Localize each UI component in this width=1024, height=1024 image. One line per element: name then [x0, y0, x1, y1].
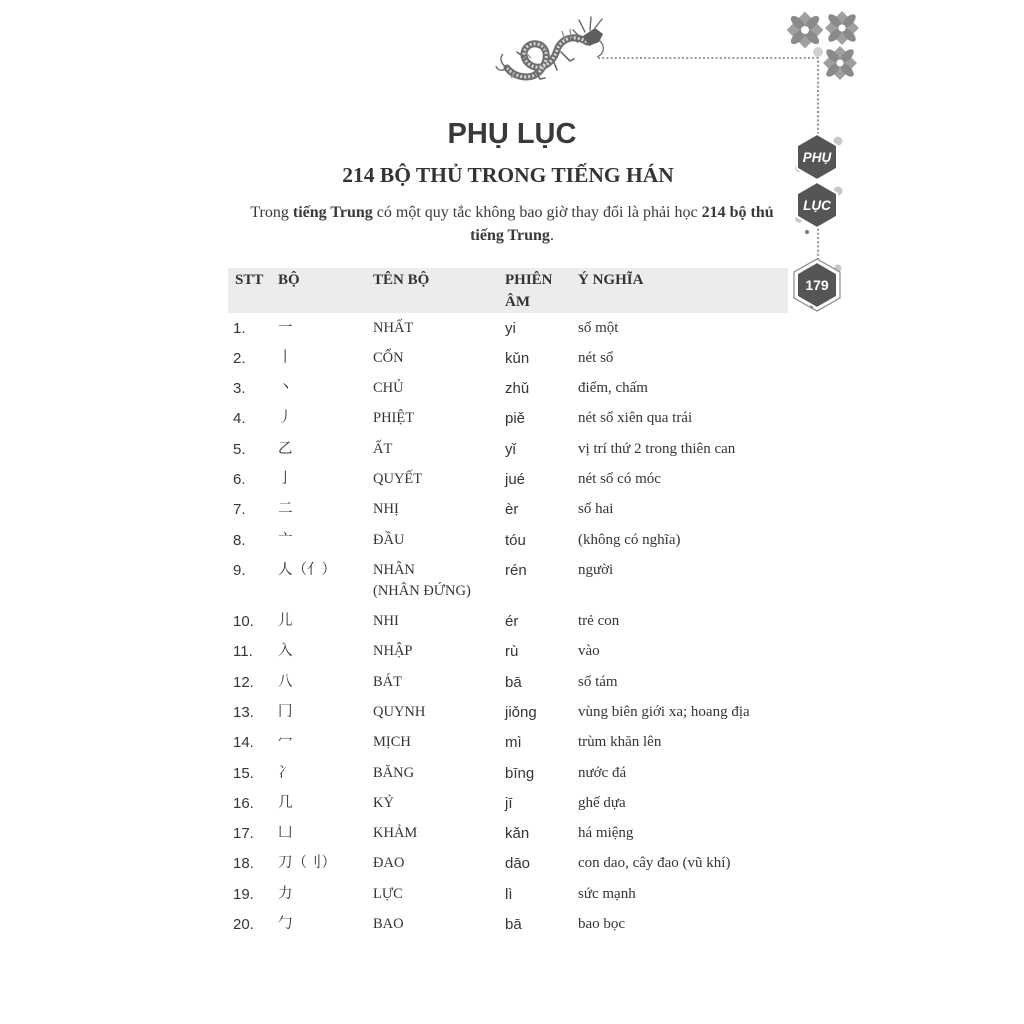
radical-name: NHẤT: [373, 319, 414, 336]
pinyin: zhǔ: [505, 380, 530, 398]
meaning: con dao, cây đao (vũ khí): [578, 855, 731, 872]
radical-character-cell: [278, 434, 373, 464]
table-row: [228, 667, 788, 697]
radical-character-cell: [278, 788, 373, 818]
radical-name: QUYẾT: [373, 471, 423, 488]
radical-name: NHỊ: [373, 501, 399, 518]
pinyin: rù: [505, 643, 519, 661]
radical-character: 儿: [278, 613, 293, 630]
radical-name-cell: [373, 464, 505, 494]
table-row: [228, 404, 788, 434]
row-number: 12.: [233, 673, 254, 691]
pinyin: piě: [505, 410, 526, 428]
table-row: [228, 909, 788, 939]
radical-name: NHI: [373, 613, 399, 630]
pinyin-cell: [505, 849, 578, 879]
radical-character: 人（亻）: [278, 561, 336, 578]
row-number: 1.: [233, 319, 246, 337]
tab-label-phu: PHỤ: [802, 150, 832, 165]
pinyin: yi: [505, 319, 516, 337]
radical-character: 入: [278, 643, 293, 660]
radical-name: KỶ: [373, 794, 394, 811]
radical-name-cell: [373, 758, 505, 788]
row-number: 18.: [233, 855, 254, 873]
meaning: bao bọc: [578, 915, 626, 932]
pinyin-cell: [505, 555, 578, 606]
radical-character-cell: [278, 495, 373, 525]
pinyin-cell: [505, 343, 578, 373]
meaning: ghế dựa: [578, 794, 626, 811]
meaning: nét sổ có móc: [578, 471, 661, 488]
header-stt: STT: [235, 272, 264, 288]
pinyin-cell: [505, 313, 578, 343]
pinyin: bā: [505, 673, 522, 691]
radical-name-cell: [373, 495, 505, 525]
meaning: điểm, chấm: [578, 380, 648, 397]
meaning: số tám: [578, 673, 618, 690]
pinyin-cell: [505, 819, 578, 849]
row-number: 11.: [233, 643, 253, 661]
table-row: [228, 313, 788, 343]
radical-character-cell: [278, 909, 373, 939]
radicals-table: [228, 268, 788, 940]
radical-character-cell: [278, 667, 373, 697]
radical-character: 冂: [278, 704, 293, 721]
corner-ornament-icon: [786, 10, 862, 84]
row-number-cell: [228, 788, 278, 818]
meaning-cell: [578, 879, 788, 909]
meaning: há miệng: [578, 825, 634, 842]
pinyin-cell: [505, 697, 578, 727]
pinyin-cell: [505, 879, 578, 909]
row-number-cell: [228, 495, 278, 525]
radical-character: 一: [278, 319, 293, 336]
table-row: [228, 697, 788, 727]
radical-character: 八: [278, 673, 293, 690]
row-number-cell: [228, 555, 278, 606]
pinyin: lì: [505, 885, 513, 903]
row-number: 14.: [233, 734, 254, 752]
radical-character: 丨: [278, 349, 293, 366]
table-row: [228, 464, 788, 494]
pinyin: jī: [505, 794, 513, 812]
row-number-cell: [228, 464, 278, 494]
row-number: 7.: [233, 501, 246, 519]
radical-name-cell: [373, 879, 505, 909]
pinyin-cell: [505, 607, 578, 637]
radical-character: 二: [278, 501, 293, 518]
pinyin: èr: [505, 501, 519, 519]
table-row: [228, 607, 788, 637]
radical-name-alt: (NHÂN ĐỨNG): [373, 582, 471, 599]
table-row: [228, 374, 788, 404]
table-row: [228, 788, 788, 818]
header-pinyin-cell: [505, 268, 578, 313]
radical-character-cell: [278, 313, 373, 343]
row-number-cell: [228, 434, 278, 464]
meaning: (không có nghĩa): [578, 531, 681, 548]
radical-name-cell: [373, 404, 505, 434]
pinyin: kǔn: [505, 349, 530, 367]
intro-text: .: [549, 227, 554, 244]
radical-name: PHIỆT: [373, 410, 415, 427]
row-number-cell: [228, 343, 278, 373]
table-row: [228, 819, 788, 849]
page-number: 179: [805, 277, 829, 293]
table-body: [228, 313, 788, 940]
radical-name-cell: [373, 819, 505, 849]
radical-character: 勹: [278, 915, 293, 932]
page-title: PHỤ LỤC: [447, 118, 577, 150]
row-number-cell: [228, 374, 278, 404]
radical-character: 刀（刂）: [278, 855, 336, 872]
table-row: [228, 434, 788, 464]
radical-character-cell: [278, 374, 373, 404]
meaning-cell: [578, 607, 788, 637]
table-row: [228, 849, 788, 879]
radical-name-cell: [373, 788, 505, 818]
radical-character-cell: [278, 819, 373, 849]
meaning-cell: [578, 464, 788, 494]
table-row: [228, 525, 788, 555]
radical-character-cell: [278, 728, 373, 758]
row-number: 16.: [233, 794, 254, 812]
radical-character-cell: [278, 637, 373, 667]
row-number-cell: [228, 667, 278, 697]
meaning-cell: [578, 819, 788, 849]
pinyin: rén: [505, 561, 527, 579]
pinyin-cell: [505, 758, 578, 788]
pinyin-cell: [505, 637, 578, 667]
pinyin-cell: [505, 667, 578, 697]
meaning-cell: [578, 495, 788, 525]
table-row: [228, 728, 788, 758]
meaning-cell: [578, 849, 788, 879]
row-number: 3.: [233, 380, 246, 398]
radical-character-cell: [278, 464, 373, 494]
meaning: vị trí thứ 2 trong thiên can: [578, 440, 736, 457]
table-row: [228, 555, 788, 606]
meaning-cell: [578, 343, 788, 373]
row-number-cell: [228, 404, 278, 434]
row-number-cell: [228, 819, 278, 849]
meaning: nét sổ: [578, 349, 614, 366]
table-row: [228, 343, 788, 373]
radical-name-cell: [373, 313, 505, 343]
pinyin-cell: [505, 728, 578, 758]
meaning: nước đá: [578, 764, 627, 781]
meaning-cell: [578, 525, 788, 555]
row-number: 15.: [233, 764, 254, 782]
radical-name-cell: [373, 849, 505, 879]
radical-name-cell: [373, 728, 505, 758]
radical-character: 亅: [278, 471, 293, 488]
meaning: số hai: [578, 501, 614, 518]
meaning-cell: [578, 697, 788, 727]
meaning-cell: [578, 909, 788, 939]
meaning: nét sổ xiên qua trái: [578, 410, 693, 427]
meaning-cell: [578, 667, 788, 697]
row-number: 8.: [233, 531, 246, 549]
radical-character-cell: [278, 404, 373, 434]
pinyin-cell: [505, 404, 578, 434]
radical-character-cell: [278, 758, 373, 788]
header-pinyin: PHIÊN ÂM: [505, 272, 553, 310]
row-number-cell: [228, 758, 278, 788]
pinyin: bā: [505, 915, 522, 933]
page-subtitle: 214 BỘ THỦ TRONG TIẾNG HÁN: [342, 163, 674, 187]
meaning-cell: [578, 788, 788, 818]
radical-character-cell: [278, 607, 373, 637]
radical-name-cell: [373, 434, 505, 464]
radical-name-cell: [373, 909, 505, 939]
pinyin-cell: [505, 434, 578, 464]
radical-name: ĐẦU: [373, 531, 405, 548]
table-header: [228, 268, 788, 313]
meaning-cell: [578, 434, 788, 464]
radical-name: MỊCH: [373, 734, 411, 751]
radical-character: 冖: [278, 734, 293, 751]
radical-character: 亠: [278, 531, 293, 548]
radical-name-cell: [373, 525, 505, 555]
header-name: TÊN BỘ: [373, 272, 430, 288]
header-meaning: Ý NGHĨA: [578, 272, 644, 288]
radical-name: CHỦ: [373, 380, 404, 397]
radical-character-cell: [278, 879, 373, 909]
meaning-cell: [578, 374, 788, 404]
pinyin: ér: [505, 613, 519, 631]
table-row: [228, 637, 788, 667]
row-number-cell: [228, 849, 278, 879]
pinyin: mì: [505, 734, 522, 752]
page-number-badge: [794, 259, 840, 311]
radical-character: 凵: [278, 825, 293, 842]
radical-name: CỔN: [373, 349, 404, 366]
pinyin-cell: [505, 909, 578, 939]
meaning-cell: [578, 404, 788, 434]
meaning: số một: [578, 319, 619, 336]
row-number: 17.: [233, 825, 254, 843]
radical-name: NHÂN: [373, 561, 415, 578]
intro-paragraph: [238, 201, 786, 247]
pinyin-cell: [505, 374, 578, 404]
table-row: [228, 879, 788, 909]
radical-name-cell: [373, 697, 505, 727]
pinyin-cell: [505, 464, 578, 494]
meaning-cell: [578, 728, 788, 758]
pinyin: jiǒng: [505, 704, 537, 722]
row-number: 13.: [233, 704, 254, 722]
row-number-cell: [228, 637, 278, 667]
row-number: 5.: [233, 440, 246, 458]
radical-character: 几: [278, 794, 293, 811]
radical-name: ĐAO: [373, 855, 405, 872]
radical-name-cell: [373, 374, 505, 404]
radical-name: KHẢM: [373, 825, 418, 842]
row-number-cell: [228, 879, 278, 909]
radical-name: LỰC: [373, 885, 403, 902]
radical-name: NHẬP: [373, 643, 413, 660]
table-row: [228, 495, 788, 525]
pinyin: jué: [505, 471, 526, 489]
radical-name: BÁT: [373, 673, 402, 690]
radical-name-cell: [373, 343, 505, 373]
header-radical: BỘ: [278, 272, 300, 288]
row-number: 10.: [233, 613, 254, 631]
meaning-cell: [578, 637, 788, 667]
row-number-cell: [228, 525, 278, 555]
row-number-cell: [228, 313, 278, 343]
pinyin-cell: [505, 525, 578, 555]
row-number: 20.: [233, 915, 254, 933]
meaning-cell: [578, 555, 788, 606]
radical-name-cell: [373, 637, 505, 667]
pinyin: kǎn: [505, 825, 530, 843]
row-number-cell: [228, 697, 278, 727]
radical-name: QUYNH: [373, 704, 426, 721]
radical-character: 丶: [278, 380, 293, 397]
row-number-cell: [228, 909, 278, 939]
radical-name: ẤT: [373, 440, 393, 457]
tab-label-luc: LỤC: [803, 198, 831, 213]
radical-name-cell: [373, 667, 505, 697]
meaning: vào: [578, 643, 600, 660]
meaning: người: [578, 561, 614, 578]
radical-character: 丿: [278, 410, 293, 427]
radical-character-cell: [278, 555, 373, 606]
row-number: 2.: [233, 349, 246, 367]
row-number: 19.: [233, 885, 254, 903]
meaning: trùm khăn lên: [578, 734, 662, 751]
radical-character: 力: [278, 885, 293, 902]
pinyin: bīng: [505, 764, 535, 782]
intro-emphasis: tiếng Trung: [292, 204, 373, 221]
meaning-cell: [578, 313, 788, 343]
radical-character: 乙: [278, 440, 293, 457]
radical-name: BĂNG: [373, 764, 415, 781]
row-number: 6.: [233, 471, 246, 489]
pinyin-cell: [505, 495, 578, 525]
intro-text: có một quy tắc không bao giờ thay đổi là phải học: [372, 204, 702, 221]
row-number: 9.: [233, 561, 246, 579]
meaning: sức mạnh: [578, 885, 636, 902]
meaning: trẻ con: [578, 613, 620, 630]
pinyin-cell: [505, 788, 578, 818]
table-row: [228, 758, 788, 788]
meaning: vùng biên giới xa; hoang địa: [578, 704, 750, 721]
intro-emphasis: 214 bộ thủ tiếng Trung: [470, 204, 774, 244]
intro-text: Trong: [250, 204, 293, 221]
radical-character-cell: [278, 697, 373, 727]
dragon-icon: [495, 12, 607, 84]
radical-character: 冫: [278, 764, 293, 781]
radical-name: BAO: [373, 915, 404, 932]
row-number-cell: [228, 607, 278, 637]
pinyin: dāo: [505, 855, 531, 873]
radical-name-cell: [373, 555, 505, 606]
pinyin: yǐ: [505, 440, 516, 458]
radical-character-cell: [278, 525, 373, 555]
meaning-cell: [578, 758, 788, 788]
radical-name-cell: [373, 607, 505, 637]
row-number: 4.: [233, 410, 246, 428]
radical-character-cell: [278, 849, 373, 879]
row-number-cell: [228, 728, 278, 758]
pinyin: tóu: [505, 531, 526, 549]
radical-character-cell: [278, 343, 373, 373]
